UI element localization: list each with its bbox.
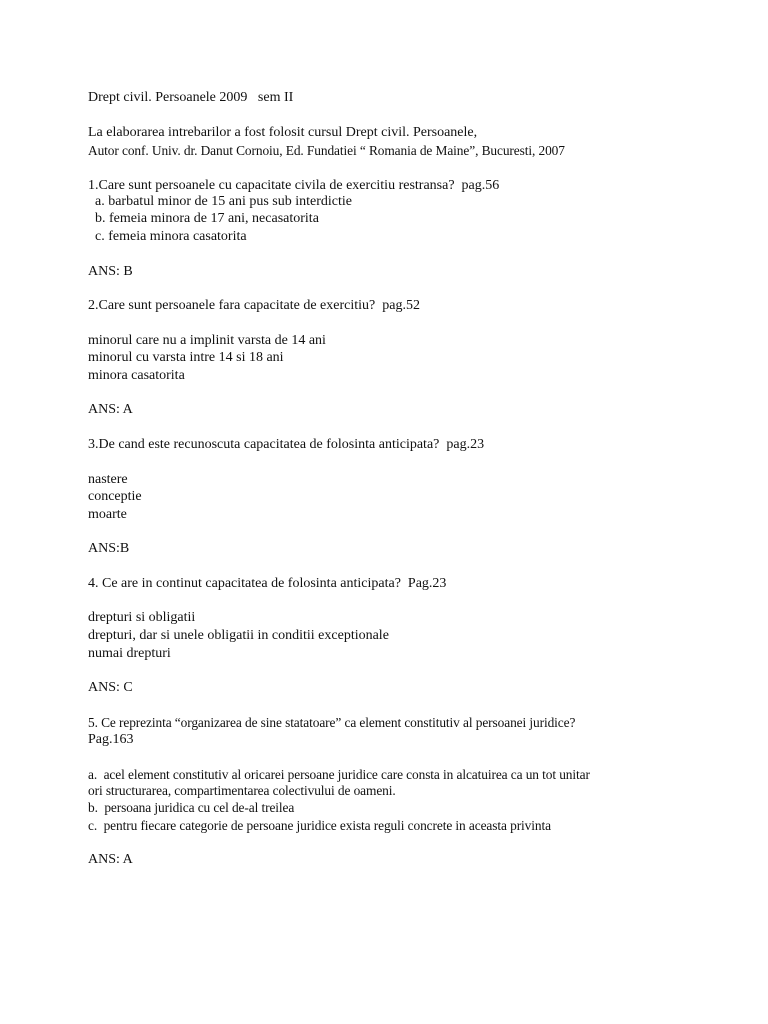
question-1-option: c. femeia minora casatorita xyxy=(88,229,247,244)
question-1-option: a. barbatul minor de 15 ani pus sub interdictie xyxy=(88,194,352,209)
question-4-option: drepturi, dar si unele obligatii in conditii exceptionale xyxy=(88,628,389,643)
question-4: 4. Ce are in continut capacitatea de folosinta anticipata? Pag.23 xyxy=(88,576,447,591)
question-1-answer: ANS: B xyxy=(88,264,133,279)
question-5-option: c. pentru fiecare categorie de persoane juridice exista reguli concrete in aceasta privinta xyxy=(88,818,551,833)
question-2-answer: ANS: A xyxy=(88,402,133,417)
question-2-option: minorul cu varsta intre 14 si 18 ani xyxy=(88,350,284,365)
question-3-option: moarte xyxy=(88,507,127,522)
question-2-option: minorul care nu a implinit varsta de 14 ani xyxy=(88,333,326,348)
question-1-option: b. femeia minora de 17 ani, necasatorita xyxy=(88,211,319,226)
question-2: 2.Care sunt persoanele fara capacitate de exercitiu? pag.52 xyxy=(88,298,420,313)
question-3-answer: ANS:B xyxy=(88,541,130,556)
question-4-option: drepturi si obligatii xyxy=(88,610,196,625)
question-4-option: numai drepturi xyxy=(88,646,171,661)
question-2-option: minora casatorita xyxy=(88,368,185,383)
question-5-answer: ANS: A xyxy=(88,852,133,867)
question-4-answer: ANS: C xyxy=(88,680,133,695)
question-3-option: conceptie xyxy=(88,489,142,504)
question-5-option: b. persoana juridica cu cel de-al treilea xyxy=(88,800,295,815)
intro-line: La elaborarea intrebarilor a fost folosit cursul Drept civil. Persoanele, xyxy=(88,125,478,140)
question-5: Pag.163 xyxy=(88,732,134,747)
document-title: Drept civil. Persoanele 2009 sem II xyxy=(88,90,294,105)
question-5-option: ori structurarea, compartimentarea colectivului de oameni. xyxy=(88,783,396,798)
question-5-option: a. acel element constitutiv al oricarei persoane juridice care consta in alcatuirea ca un tot unitar xyxy=(88,767,590,782)
question-3-option: nastere xyxy=(88,472,128,487)
question-1: 1.Care sunt persoanele cu capacitate civila de exercitiu restransa? pag.56 xyxy=(88,178,500,193)
intro-line: Autor conf. Univ. dr. Danut Cornoiu, Ed. Fundatiei “ Romania de Maine”, Bucuresti, 2007 xyxy=(88,143,565,158)
question-3: 3.De cand este recunoscuta capacitatea de folosinta anticipata? pag.23 xyxy=(88,437,485,452)
question-5: 5. Ce reprezinta “organizarea de sine statatoare” ca element constitutiv al persoanei juridice? xyxy=(88,715,576,730)
